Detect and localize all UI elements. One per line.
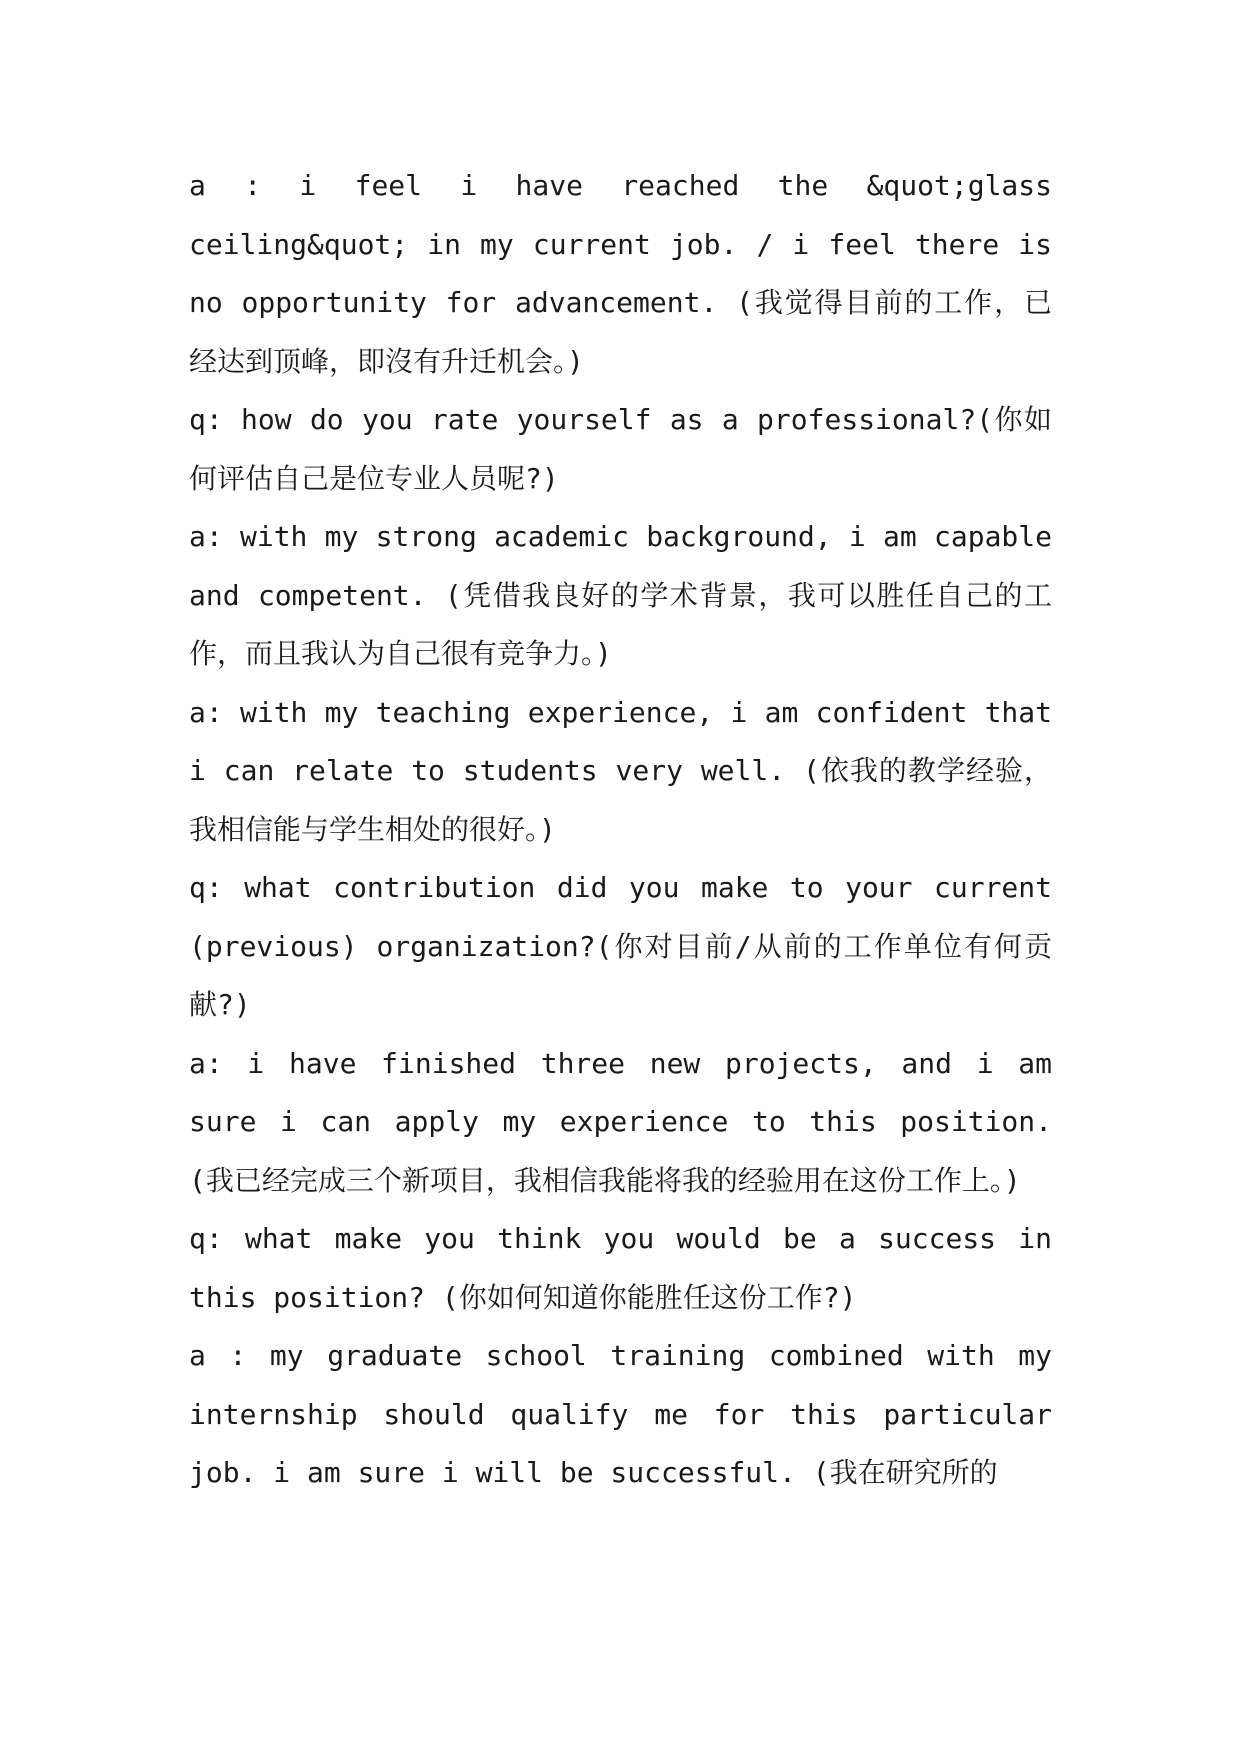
paragraph-academic-background-answer: a: with my strong academic background, i am capable and competent. (凭借我良好的学术背景，我可以胜任自己的工作，而且我认为自己很有竞争力。) — [189, 520, 1052, 670]
paragraph-teaching-experience-answer: a: with my teaching experience, i am confident that i can relate to students very well. (依我的教学经验，我相信能与学生相处的很好。) — [189, 695, 1052, 846]
paragraph-success-question: q: what make you think you would be a success in this position? (你如何知道你能胜任这份工作?) — [189, 1222, 1052, 1314]
paragraph-projects-answer: a: i have finished three new projects, and i am sure i can apply my experience to this position. (我已经完成三个新项目，我相信我能将我的经验用在这份工作上。) — [189, 1046, 1052, 1197]
paragraph-graduate-training-answer: a : my graduate school training combined with my internship should qualify me for this particular job. i am sure i will be successful. (我在研究所的 — [189, 1339, 1052, 1489]
paragraph-glass-ceiling-answer: a : i feel i have reached the &quot;glass ceiling&quot; in my current job. / i feel there is no opportunity for advancement. (我觉得目前的工作，已经达到顶峰，即沒有升迁机会。) — [189, 169, 1052, 378]
paragraph-rate-yourself-question: q: how do you rate yourself as a professional?(你如何评估自己是位专业人员呢?) — [189, 403, 1052, 495]
paragraph-contribution-question: q: what contribution did you make to your current (previous) organization?(你对目前/从前的工作单位有何贡献?) — [189, 871, 1052, 1021]
document-body — [189, 157, 1052, 1503]
